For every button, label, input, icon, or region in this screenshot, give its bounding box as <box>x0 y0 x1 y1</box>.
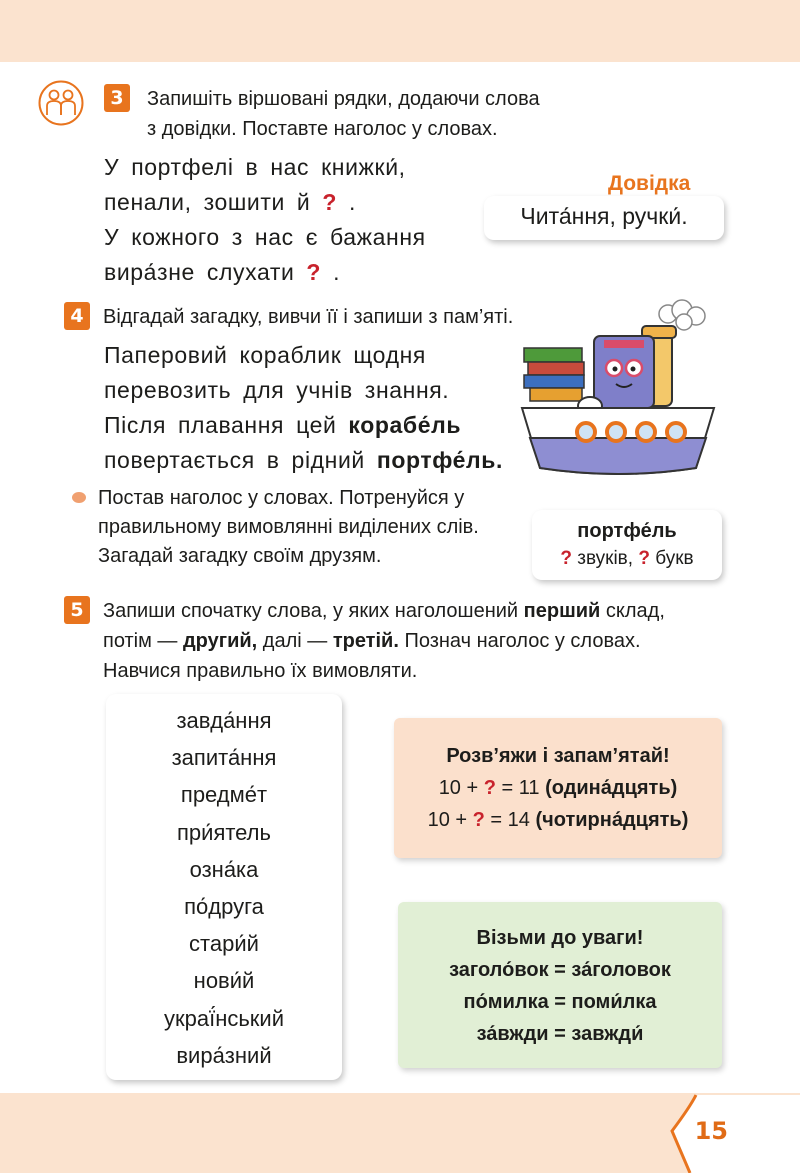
list-item: украї́нський <box>163 1005 285 1031</box>
instruction-line: з довідки. Поставте наголос у словах. <box>147 118 498 140</box>
task-line: Загадай загадку своїм друзям. <box>98 545 382 567</box>
page-number: 15 <box>694 1117 728 1145</box>
top-decor-band <box>0 0 800 62</box>
solve-and-remember-content <box>394 740 722 836</box>
task-line: правильному вимовлянні виділених слів. <box>98 516 479 538</box>
card-word: портфе́ль <box>577 520 677 542</box>
equation-row: 10 + ? = 14 (чотирна́дцять) <box>427 809 689 831</box>
list-item: запита́ння <box>171 745 277 771</box>
list-item: завда́ння <box>176 708 272 733</box>
riddle-line: Після плавання цей корабе́ль <box>104 412 462 438</box>
list-item: при́ятель <box>177 819 271 845</box>
riddle-line: Паперовий кораблик щодня <box>104 342 426 368</box>
list-item: нови́й <box>193 968 255 994</box>
exercise-5-instruction <box>103 596 665 686</box>
instruction-line: Навчися правильно їх вимовляти. <box>103 660 418 682</box>
equation-row: 10 + ? = 11 (одина́дцять) <box>438 777 678 799</box>
task-line: Постав наголос у словах. Потренуйся у <box>98 487 465 509</box>
word-list <box>106 702 342 1074</box>
card-title: Візьми до уваги! <box>476 927 644 949</box>
reference-title: Довідка <box>608 172 691 195</box>
exercise-number-4: 4 <box>64 302 90 330</box>
riddle-text <box>104 338 503 478</box>
word-analysis-card <box>532 510 722 580</box>
stress-pair: за́вжди = завжди́ <box>476 1023 644 1045</box>
card-counts: ? звуків, ? букв <box>560 548 694 569</box>
list-item: стари́й <box>189 931 259 957</box>
exercise-3-poem <box>104 150 426 290</box>
list-item: по́друга <box>184 894 264 920</box>
poem-line: У портфелі в нас книжки́, <box>104 154 406 180</box>
reference-card: Чита́ння, ручки́. <box>484 196 724 240</box>
exercise-4-task <box>98 484 479 571</box>
exercise-4-instruction: Відгадай загадку, вивчи її і запиши з пам’яті. <box>103 306 514 328</box>
poem-line: пенали, зошити й ? . <box>104 189 357 215</box>
question-mark: ? <box>322 189 338 215</box>
question-mark: ? <box>306 259 322 285</box>
exercise-3-instruction <box>147 84 540 144</box>
page-corner-tab <box>660 1093 800 1173</box>
take-note-content <box>398 922 722 1050</box>
instruction-line: Запишіть віршовані рядки, додаючи слова <box>147 88 540 110</box>
ship-carrying-books-illustration <box>518 296 718 486</box>
exercise-number-5: 5 <box>64 596 90 624</box>
instruction-line: Запиши спочатку слова, у яких наголошений перший склад, <box>103 600 665 622</box>
highlighted-word: портфе́ль. <box>376 447 503 473</box>
riddle-line: перевозить для учнів знання. <box>104 377 450 403</box>
instruction-line: потім — другий, далі — третій. Познач наголос у словах. <box>103 630 641 652</box>
poem-line: У кожного з нас є бажання <box>104 224 426 250</box>
list-item: озна́ка <box>189 856 259 882</box>
pair-work-icon <box>38 80 84 126</box>
card-title: Розв’яжи і запам’ятай! <box>446 745 670 767</box>
stress-pair: по́милка = поми́лка <box>463 991 657 1013</box>
list-item: вира́зний <box>176 1042 272 1068</box>
poem-line: вира́зне слухати ? . <box>104 259 341 285</box>
bullet-dot-icon <box>72 492 86 503</box>
stress-pair: заголо́вок = за́головок <box>449 959 671 981</box>
list-item: предме́т <box>180 782 268 808</box>
exercise-number-3: 3 <box>104 84 130 112</box>
riddle-line: повертається в рідний портфе́ль. <box>104 447 503 473</box>
highlighted-word: корабе́ль <box>348 412 462 438</box>
